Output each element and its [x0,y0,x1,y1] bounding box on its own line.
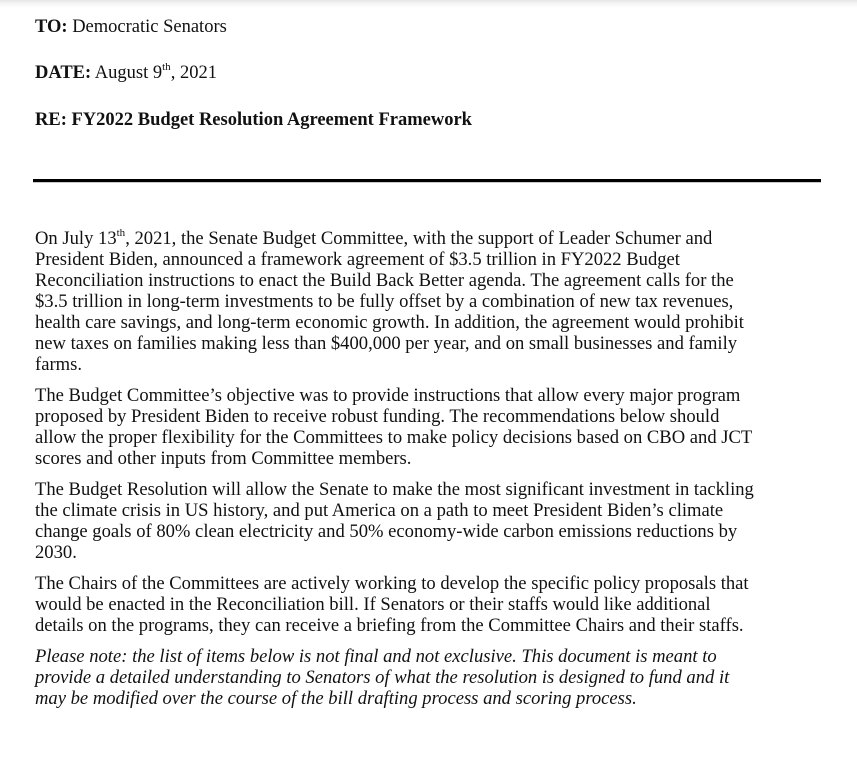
text-run: Reconciliation instructions to enact the Build Back Better agenda. The agreement calls for the [35,270,734,291]
memo-date-day: August 9 [94,63,163,83]
body-paragraph [35,573,825,636]
text-run: farms. [35,354,82,375]
text-run: The Chairs of the Committees are actively working to develop the specific policy proposals that [35,573,749,594]
text-line [35,406,825,427]
text-run: change goals of 80% clean electricity and 50% economy-wide carbon emissions reductions by [35,521,738,542]
text-line [35,521,825,542]
text-line [35,448,825,469]
memo-date-line [35,60,217,83]
disclaimer-paragraph [35,646,825,709]
text-line [35,427,825,448]
memo-date-label: DATE: [35,63,92,83]
text-run: 2030. [35,542,77,563]
text-line [35,291,825,312]
memo-date-value [94,60,217,83]
text-run: President Biden, announced a framework agreement of $3.5 trillion in FY2022 Budget [35,249,680,270]
text-run: The Budget Resolution will allow the Senate to make the most significant investment in tackling [35,479,754,500]
text-line [35,479,825,500]
text-line [35,333,825,354]
header-divider [33,179,821,182]
memo-subject-line [35,110,472,130]
text-line [35,500,825,521]
body-paragraph [35,228,825,375]
memo-subject-label: RE: [35,110,67,130]
text-line [35,573,825,594]
memo-body [35,228,825,719]
text-line [35,667,825,688]
text-run: The Budget Committee’s objective was to provide instructions that allow every major program [35,385,741,406]
ordinal-superscript: th [116,226,126,239]
text-run: the climate crisis in US history, and put America on a path to meet President Biden’s climate [35,500,724,521]
text-line [35,385,825,406]
memo-to-line [35,17,227,37]
memo-date-year: , 2021 [170,63,217,83]
text-run: proposed by President Biden to receive robust funding. The recommendations below should [35,406,720,427]
text-run: health care savings, and long-term economic growth. In addition, the agreement would prohibit [35,312,744,333]
text-run: scores and other inputs from Committee members. [35,448,412,469]
text-line [35,542,825,563]
text-run: , 2021, the Senate Budget Committee, with the support of Leader Schumer and [125,228,713,249]
text-run: $3.5 trillion in long-term investments to be fully offset by a combination of new tax revenues, [35,291,734,312]
text-run: provide a detailed understanding to Senators of what the resolution is designed to fund and it [35,667,730,688]
memo-to-value: Democratic Senators [72,17,227,37]
text-line [35,270,825,291]
body-paragraph [35,479,825,563]
memo-to-label: TO: [35,17,68,37]
body-paragraph [35,385,825,469]
text-line [35,615,825,636]
text-line [35,646,825,667]
text-line [35,688,825,709]
text-line [35,312,825,333]
text-line [35,249,825,270]
text-run: On July 13 [35,228,117,249]
memo-subject-value: FY2022 Budget Resolution Agreement Framework [71,110,472,130]
text-run: Please note: the list of items below is not final and not exclusive. This document is meant to [35,646,717,667]
memo-date-ordinal: th [162,60,171,73]
text-run: would be enacted in the Reconciliation bill. If Senators or their staffs would like additional [35,594,711,615]
text-run: details on the programs, they can receive a briefing from the Committee Chairs and their staffs. [35,615,744,636]
text-line [35,594,825,615]
text-line [35,228,825,249]
text-run: may be modified over the course of the bill drafting process and scoring process. [35,688,637,709]
text-run: allow the proper flexibility for the Committees to make policy decisions based on CBO and JCT [35,427,753,448]
text-run: new taxes on families making less than $400,000 per year, and on small businesses and family [35,333,738,354]
text-line [35,354,825,375]
